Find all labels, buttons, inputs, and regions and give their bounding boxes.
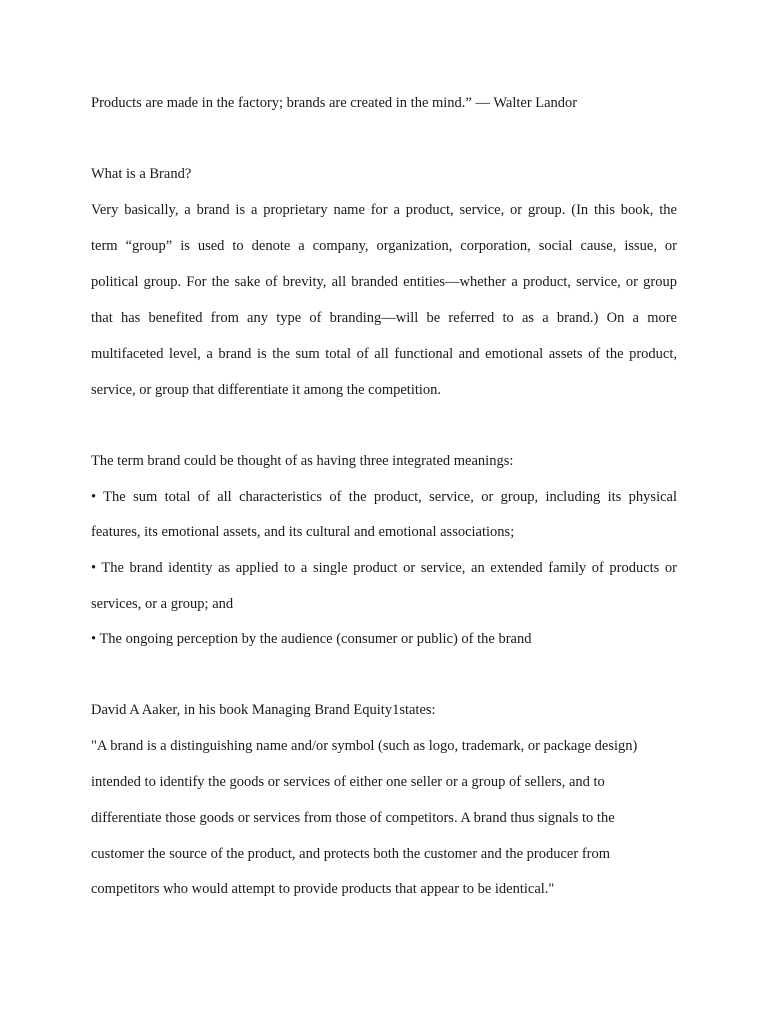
section-heading-what-is-a-brand: What is a Brand?	[91, 166, 192, 182]
paragraph-line: term “group” is used to denote a company, organization, corporation, social cause, issue, or	[91, 238, 677, 254]
section-intro-three-meanings: The term brand could be thought of as having three integrated meanings:	[91, 453, 514, 469]
epigraph: Products are made in the factory; brands are created in the mind.” — Walter Landor	[91, 95, 578, 111]
quote-line: competitors who would attempt to provide products that appear to be identical."	[91, 881, 555, 897]
paragraph-line: Very basically, a brand is a proprietary name for a product, service, or group. (In this book, the	[91, 202, 677, 218]
bullet-item-line: • The brand identity as applied to a single product or service, an extended family of products or	[91, 560, 677, 576]
quote-line: intended to identify the goods or services of either one seller or a group of sellers, and to	[91, 774, 605, 790]
quote-line: differentiate those goods or services from those of competitors. A brand thus signals to the	[91, 810, 615, 826]
bullet-item-line: features, its emotional assets, and its cultural and emotional associations;	[91, 524, 515, 540]
section-intro-aaker: David A Aaker, in his book Managing Brand Equity1states:	[91, 702, 436, 718]
quote-line: "A brand is a distinguishing name and/or symbol (such as logo, trademark, or package design)	[91, 738, 638, 754]
paragraph-line: that has benefited from any type of branding—will be referred to as a brand.) On a more	[91, 310, 677, 326]
quote-line: customer the source of the product, and protects both the customer and the producer from	[91, 846, 611, 862]
bullet-item-line: • The sum total of all characteristics of the product, service, or group, including its physical	[91, 489, 677, 505]
paragraph-line: political group. For the sake of brevity, all branded entities—whether a product, service, or group	[91, 274, 677, 290]
paragraph-line: multifaceted level, a brand is the sum total of all functional and emotional assets of the product,	[91, 346, 677, 362]
bullet-item-line: services, or a group; and	[91, 596, 234, 612]
paragraph-line: service, or group that differentiate it among the competition.	[91, 382, 442, 398]
bullet-item-line: • The ongoing perception by the audience (consumer or public) of the brand	[91, 631, 532, 647]
